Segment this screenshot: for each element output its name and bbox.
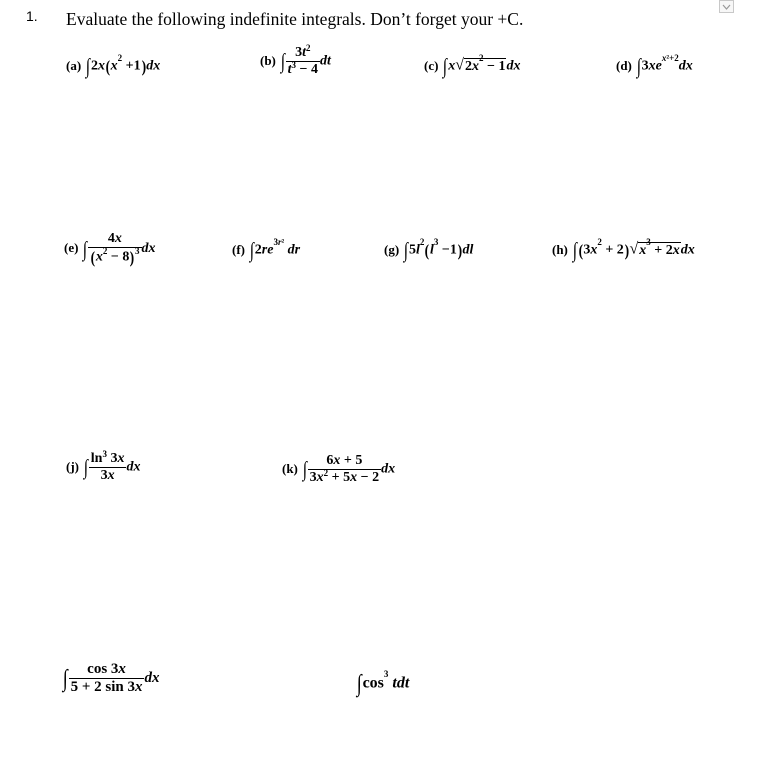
label-c: (c) xyxy=(424,57,439,73)
problem-f: (f) $\int 2re^{3r^2}$ dr xyxy=(232,237,301,262)
problem-g: (g) $\int 5l^2(l^3 -1)dl$ xyxy=(384,237,474,262)
problem-extra-1: ∫ $\frac{\cos 3x}{5 + 2 \sin 3x}$ dx xyxy=(62,661,160,695)
question-number: 1. xyxy=(26,8,38,24)
label-f: (f) xyxy=(232,241,245,257)
label-j: (j) xyxy=(66,458,79,474)
label-a: (a) xyxy=(66,57,82,73)
label-g: (g) xyxy=(384,241,400,257)
problem-j: (j) ∫ $\frac{\ln^3 3x}{3x}$ dx xyxy=(66,449,141,483)
label-h: (h) xyxy=(552,241,568,257)
problem-c: (c) $\int x√2x^2 - 1dx$ xyxy=(424,53,521,78)
label-b: (b) xyxy=(260,52,276,68)
dropdown-arrow-icon[interactable] xyxy=(719,0,734,13)
instructions: Evaluate the following indefinite integrals. Don’t forget your +C. xyxy=(66,9,524,29)
problem-a: (a) $\int 2x(x^2 +1)dx$ xyxy=(66,53,161,78)
problem-h: (h) $\int(3x^2 + 2)√x^3 + 2xdx$ xyxy=(552,237,695,262)
problem-extra-2: $\int\cos^3$ tdt xyxy=(356,669,410,697)
label-d: (d) xyxy=(616,57,632,73)
problem-d: (d) $\int 3xe^{x^2+2}dx$ xyxy=(616,53,693,78)
problem-k: (k) ∫ $\frac{6x + 5}{3x^2 + 5x - 2}$ dx xyxy=(282,453,396,485)
label-e: (e) xyxy=(64,240,79,256)
problem-b: (b) ∫ $\frac{3t^2}{t^3 - 4}$ dt xyxy=(260,43,331,77)
problem-e: (e) ∫ $\frac{4x}{(x^2 - 8)^3}$ dx xyxy=(64,231,156,267)
label-k: (k) xyxy=(282,460,298,476)
